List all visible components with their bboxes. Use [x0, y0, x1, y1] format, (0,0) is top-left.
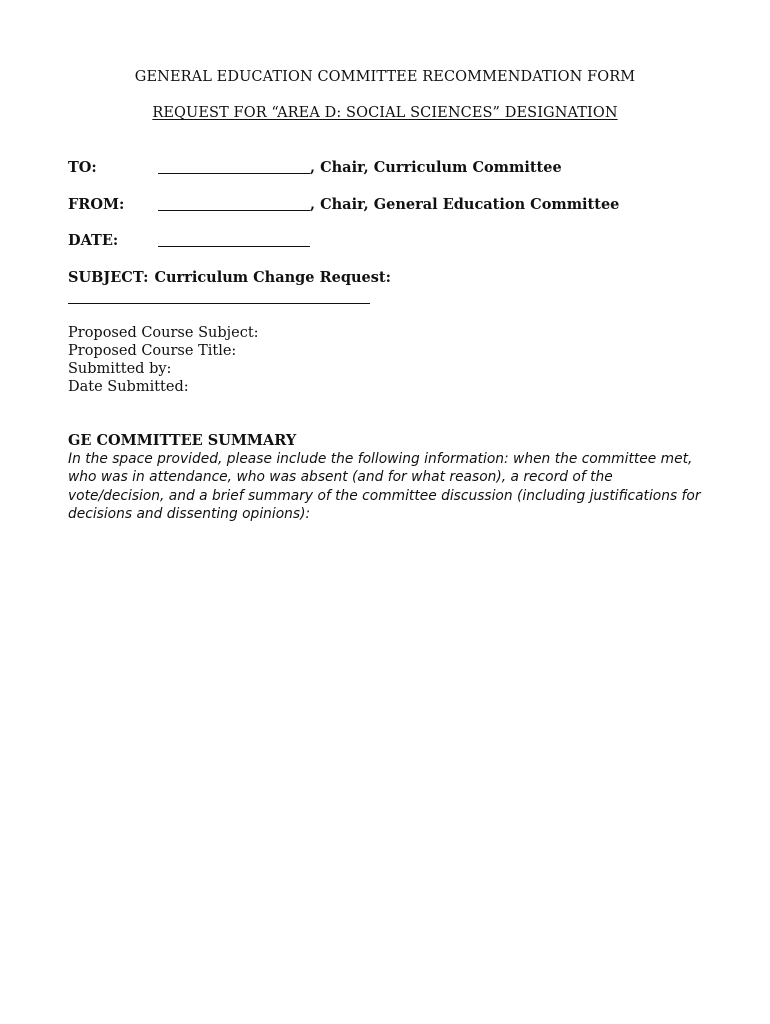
summary-heading: GE COMMITTEE SUMMARY — [68, 432, 297, 449]
to-field — [68, 159, 562, 176]
course-info-block — [68, 324, 259, 396]
from-suffix: , Chair, General Education Committee — [310, 196, 620, 213]
proposed-course-title-label: Proposed Course Title: — [68, 343, 237, 359]
to-blank-line[interactable] — [158, 159, 310, 174]
form-title — [0, 69, 770, 85]
date-label: DATE: — [68, 232, 119, 249]
from-blank-line[interactable] — [158, 196, 310, 211]
proposed-course-subject-label: Proposed Course Subject: — [68, 325, 259, 341]
form-title-text: GENERAL EDUCATION COMMITTEE RECOMMENDATION FORM — [134, 69, 636, 85]
subject-field — [68, 269, 391, 286]
to-suffix: , Chair, Curriculum Committee — [310, 159, 562, 176]
from-field — [68, 196, 619, 213]
from-label: FROM: — [68, 196, 125, 213]
subject-text: Curriculum Change Request: — [154, 269, 391, 286]
date-field — [68, 232, 310, 249]
form-subtitle — [0, 105, 770, 121]
subject-blank-line[interactable] — [68, 303, 370, 304]
form-subtitle-text: REQUEST FOR “AREA D: SOCIAL SCIENCES” DESIGNATION — [152, 105, 618, 121]
summary-instructions: In the space provided, please include the following information: when the committee met, who was in attendance, who was absent (and for what reason), a record of the vote/decision, and a brief summary of the committee discussion (including justifications for decisions and dissenting opinions): — [68, 451, 701, 522]
date-blank-line[interactable] — [158, 232, 310, 247]
to-label: TO: — [68, 159, 97, 176]
date-submitted-label: Date Submitted: — [68, 379, 189, 395]
subject-label: SUBJECT: — [68, 269, 149, 286]
submitted-by-label: Submitted by: — [68, 361, 172, 377]
